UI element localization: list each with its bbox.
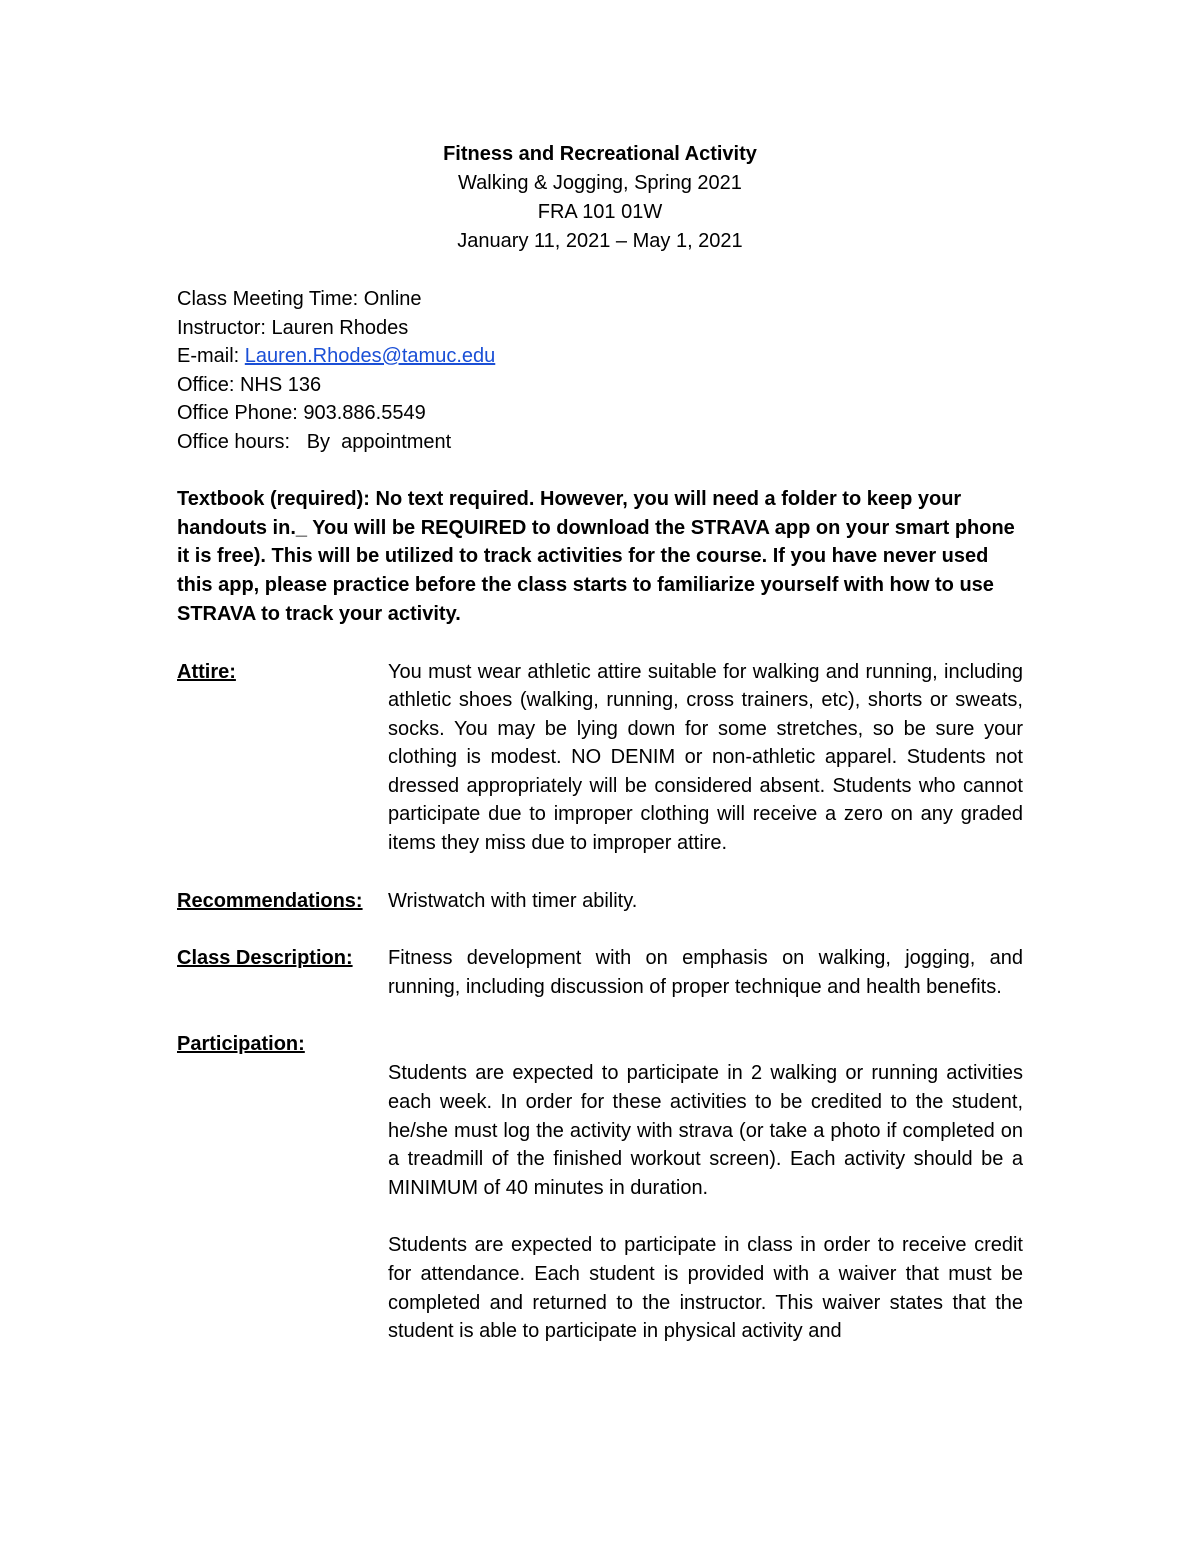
section-participation <box>177 1030 1023 1345</box>
participation-text-2: Students are expected to participate in class in order to receive credit for attendance. Each student is provided with a waiver that must be completed and returned to the instructor. This waiver states that the student is able to participate in physical activity and <box>388 1234 1023 1343</box>
class-description-body <box>388 944 1023 1001</box>
office-phone: Office Phone: 903.886.5549 <box>177 402 426 424</box>
participation-label: Participation: <box>177 1033 305 1056</box>
title-block <box>177 140 1023 256</box>
email-label: E-mail: <box>177 345 245 367</box>
syllabus-page <box>177 140 1023 1375</box>
instructor-name: Instructor: Lauren Rhodes <box>177 316 409 339</box>
section-class-description <box>177 944 1023 1001</box>
section-attire <box>177 658 1023 858</box>
office-location: Office: NHS 136 <box>177 373 322 396</box>
section-recommendations <box>177 887 1023 916</box>
email-link[interactable]: Lauren.Rhodes@tamuc.edu <box>244 345 496 367</box>
attire-body <box>388 658 1023 858</box>
course-dates: January 11, 2021 – May 1, 2021 <box>457 230 743 252</box>
class-description-label: Class Description: <box>177 947 353 970</box>
recommendations-body <box>388 887 1023 916</box>
participation-text-1: Students are expected to participate in 2 walking or running activities each week. In order for these activities to be credited to the student, he/she must log the activity with strava (or take a photo if completed on a treadmill of the finished workout screen). Each activity should be a MINIMUM of 40 minutes in duration. <box>388 1062 1023 1199</box>
recommendations-text: Wristwatch with timer ability. <box>388 889 638 912</box>
class-description-text: Fitness development with on emphasis on walking, jogging, and running, including discussion of proper technique and health benefits. <box>388 947 1023 998</box>
participation-body <box>388 1030 1023 1345</box>
course-subtitle: Walking & Jogging, Spring 2021 <box>458 172 742 194</box>
attire-text: You must wear athletic attire suitable for walking and running, including athletic shoes (walking, running, cross trainers, etc), shorts or sweats, socks. You may be lying down for some stretches, so be sure your clothing is modest. NO DENIM or non-athletic apparel. Students not dressed appropriately will be considered absent. Students who cannot participate due to improper clothing will receive a zero on any graded items they miss due to improper attire. <box>388 660 1023 855</box>
email-line <box>177 342 1023 371</box>
recommendations-label: Recommendations: <box>177 889 363 912</box>
course-code: FRA 101 01W <box>537 201 663 223</box>
meeting-time: Class Meeting Time: Online <box>177 288 422 310</box>
course-title: Fitness and Recreational Activity <box>443 143 757 165</box>
attire-label: Attire: <box>177 660 236 683</box>
office-hours: Office hours: By appointment <box>177 430 452 453</box>
textbook-paragraph: Textbook (required): No text required. However, you will need a folder to keep your handouts in._ You will be REQUIRED to download the STRAVA app on your smart phone it is free). This will be utilized to track activities for the course. If you have never used this app, please practice before the class starts to familiarize yourself with how to use STRAVA to track your activity. <box>177 488 1015 625</box>
instructor-info <box>177 285 1023 456</box>
